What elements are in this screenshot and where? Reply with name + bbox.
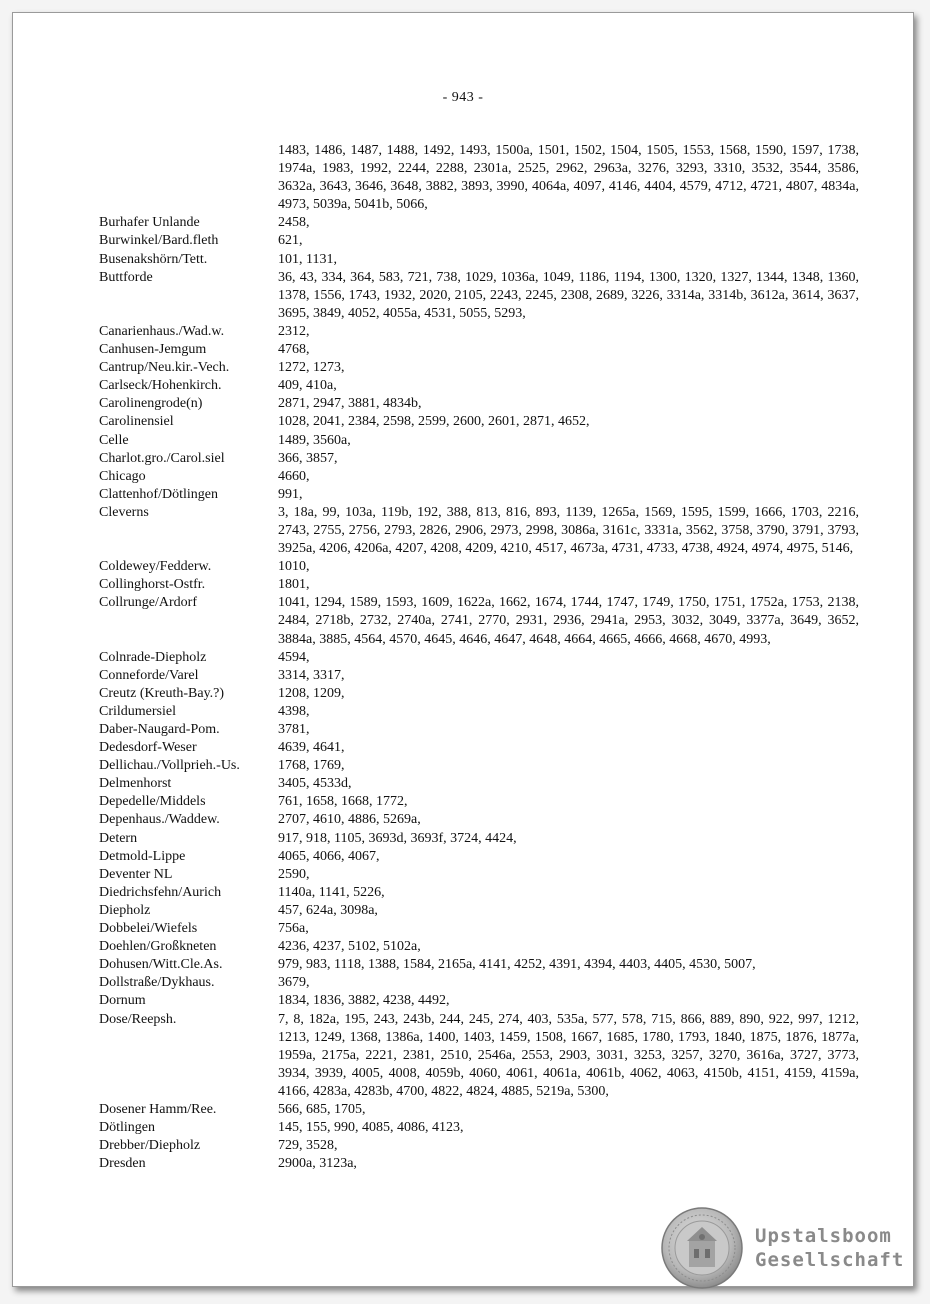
index-entry	[99, 830, 859, 848]
reference-numbers: 729, 3528,	[278, 1138, 338, 1154]
reference-numbers: 761, 1658, 1668, 1772,	[278, 794, 408, 810]
reference-numbers: 3, 18a, 99, 103a, 119b, 192, 388, 813, 816, 893, 1139, 1265a, 1569, 1595, 1599, 1666, 1703, 2216, 2743, 2755, 2756, 2793, 2826, 2906, 2973, 2998, 3086a, 3161c, 3331a, 3562, 3758, 3790, 3791, 3793, 3925a, 4206, 4206a, 4207, 4208, 4209, 4210, 4517, 4673a, 4731, 4733, 4738, 4924, 4974, 4975, 5146,	[278, 504, 859, 557]
place-name: Doehlen/Großkneten	[99, 939, 217, 955]
reference-numbers: 1489, 3560a,	[278, 432, 351, 448]
place-name: Dornum	[99, 993, 146, 1009]
place-name: Dellichau./Vollprieh.-Us.	[99, 758, 240, 774]
index-entry	[99, 359, 859, 377]
page-number: - 943 -	[442, 90, 484, 105]
place-name: Burhafer Unlande	[99, 215, 200, 231]
index-entry	[99, 486, 859, 504]
place-name: Creutz (Kreuth-Bay.?)	[99, 685, 225, 701]
reference-numbers: 4660,	[278, 468, 310, 484]
index-entry	[99, 721, 859, 739]
index-entry	[99, 1011, 859, 1101]
reference-numbers: 2458,	[278, 215, 310, 231]
reference-numbers: 1010,	[278, 559, 310, 575]
reference-numbers: 4639, 4641,	[278, 740, 345, 756]
reference-numbers: 4768,	[278, 342, 310, 358]
index-entry	[99, 793, 859, 811]
index-entry	[99, 468, 859, 486]
reference-numbers: 7, 8, 182a, 195, 243, 243b, 244, 245, 274, 403, 535a, 577, 578, 715, 866, 889, 890, 922, 997, 1212, 1213, 1249, 1368, 1386a, 1400, 1403, 1459, 1508, 1667, 1685, 1780, 1793, 1840, 1875, 1876, 1877a, 1959a, 2175a, 2221, 2381, 2510, 2546a, 2553, 2903, 3031, 3253, 3257, 3270, 3616a, 3727, 3773, 3934, 3939, 4005, 4008, 4059b, 4060, 4061, 4061a, 4061b, 4062, 4063, 4150b, 4151, 4159, 4159a, 4166, 4283a, 4283b, 4700, 4822, 4824, 4885, 5219a, 5300,	[278, 1011, 859, 1099]
reference-numbers: 457, 624a, 3098a,	[278, 902, 378, 918]
place-name: Diepholz	[99, 902, 151, 918]
index-entry	[99, 504, 859, 558]
place-name: Dose/Reepsh.	[99, 1011, 177, 1027]
index-entry	[99, 341, 859, 359]
place-name: Carolinengrode(n)	[99, 396, 203, 412]
place-name: Colnrade-Diepholz	[99, 649, 207, 665]
reference-numbers: 2590,	[278, 866, 310, 882]
index-entry	[99, 866, 859, 884]
society-name	[755, 1224, 904, 1272]
place-name: Conneforde/Varel	[99, 667, 199, 683]
reference-numbers: 3314, 3317,	[278, 667, 345, 683]
index-entry	[99, 450, 859, 468]
index-entry	[99, 938, 859, 956]
reference-numbers: 1801,	[278, 577, 310, 593]
place-name: Dobbelei/Wiefels	[99, 921, 198, 937]
reference-numbers: 2900a, 3123a,	[278, 1156, 357, 1172]
place-name: Dollstraße/Dykhaus.	[99, 975, 215, 991]
reference-numbers: 3781,	[278, 722, 310, 737]
place-name: Detern	[99, 830, 138, 846]
reference-numbers: 756a,	[278, 921, 309, 937]
place-name: Dosener Hamm/Ree.	[99, 1101, 217, 1117]
place-name: Buttforde	[99, 269, 153, 285]
index-entry	[99, 775, 859, 793]
reference-numbers: 979, 983, 1118, 1388, 1584, 2165a, 4141, 4252, 4391, 4394, 4403, 4405, 4530, 5007,	[278, 957, 756, 973]
index-entry	[99, 884, 859, 902]
index-entry	[99, 1137, 859, 1155]
place-name: Diedrichsfehn/Aurich	[99, 884, 222, 900]
index-entry	[99, 214, 859, 232]
index-entry	[99, 323, 859, 341]
place-name: Collinghorst-Ostfr.	[99, 577, 206, 593]
reference-numbers: 1483, 1486, 1487, 1488, 1492, 1493, 1500a, 1501, 1502, 1504, 1505, 1553, 1568, 1590, 1597, 1738, 1974a, 1983, 1992, 2244, 2288, 2301a, 2525, 2962, 2963a, 3276, 3293, 3310, 3532, 3544, 3586, 3632a, 3643, 3646, 3648, 3882, 3893, 3990, 4064a, 4097, 4146, 4404, 4579, 4712, 4721, 4807, 4834a, 4973, 5039a, 5041b, 5066,	[278, 143, 859, 213]
index-entry	[99, 558, 859, 576]
place-name: Collrunge/Ardorf	[99, 595, 197, 611]
index-entry	[99, 269, 859, 323]
place-name: Dresden	[99, 1156, 146, 1172]
reference-numbers: 2871, 2947, 3881, 4834b,	[278, 396, 422, 412]
index-entry	[99, 956, 859, 974]
place-name: Burwinkel/Bard.fleth	[99, 233, 219, 249]
reference-numbers: 1768, 1769,	[278, 758, 345, 774]
reference-numbers: 566, 685, 1705,	[278, 1101, 366, 1117]
index-entry	[99, 739, 859, 757]
index-entry	[99, 920, 859, 938]
place-name: Carlseck/Hohenkirch.	[99, 378, 222, 394]
index-entry	[99, 432, 859, 450]
place-name: Depedelle/Middels	[99, 794, 206, 810]
index-entry	[99, 1101, 859, 1119]
place-name: Cantrup/Neu.kir.-Vech.	[99, 360, 230, 376]
place-index	[99, 142, 859, 1173]
reference-numbers: 409, 410a,	[278, 378, 337, 394]
reference-numbers: 917, 918, 1105, 3693d, 3693f, 3724, 4424,	[278, 830, 517, 846]
place-name: Detmold-Lippe	[99, 848, 186, 864]
place-name: Canhusen-Jemgum	[99, 342, 207, 358]
reference-numbers: 4398,	[278, 703, 310, 719]
reference-numbers: 1834, 1836, 3882, 4238, 4492,	[278, 993, 450, 1009]
place-name	[99, 142, 278, 214]
index-entry	[99, 142, 859, 214]
place-name: Crildumersiel	[99, 703, 176, 719]
place-name: Cleverns	[99, 504, 149, 520]
place-name: Delmenhorst	[99, 776, 172, 792]
place-name: Charlot.gro./Carol.siel	[99, 450, 225, 466]
index-entry	[99, 685, 859, 703]
index-entry	[99, 974, 859, 992]
reference-numbers: 1041, 1294, 1589, 1593, 1609, 1622a, 1662, 1674, 1744, 1747, 1749, 1750, 1751, 1752a, 1753, 2138, 2484, 2718b, 2732, 2740a, 2741, 2770, 2931, 2936, 2941a, 2953, 3032, 3049, 3377a, 3649, 3652, 3884a, 3885, 4564, 4570, 4645, 4646, 4647, 4648, 4664, 4665, 4666, 4668, 4670, 4993,	[278, 595, 859, 647]
place-name: Dötlingen	[99, 1120, 155, 1136]
index-entry	[99, 902, 859, 920]
reference-numbers: 101, 1131,	[278, 251, 337, 267]
reference-numbers: 3405, 4533d,	[278, 776, 352, 792]
index-entry	[99, 395, 859, 413]
reference-numbers: 4065, 4066, 4067,	[278, 848, 380, 864]
reference-numbers: 2312,	[278, 323, 310, 339]
index-entry	[99, 576, 859, 594]
place-name: Dohusen/Witt.Cle.As.	[99, 957, 223, 973]
reference-numbers: 1208, 1209,	[278, 685, 345, 701]
reference-numbers: 1028, 2041, 2384, 2598, 2599, 2600, 2601, 2871, 4652,	[278, 414, 590, 430]
index-entry	[99, 992, 859, 1010]
index-entry	[99, 757, 859, 775]
society-watermark	[661, 1203, 921, 1293]
reference-numbers: 991,	[278, 486, 303, 502]
place-name: Carolinensiel	[99, 414, 174, 430]
reference-numbers: 1140a, 1141, 5226,	[278, 884, 385, 900]
place-name: Depenhaus./Waddew.	[99, 812, 220, 828]
index-entry	[99, 413, 859, 431]
society-name-line1: Upstalsboom	[755, 1225, 892, 1247]
place-name: Deventer NL	[99, 866, 173, 882]
place-name: Drebber/Diepholz	[99, 1138, 201, 1154]
index-entry	[99, 232, 859, 250]
place-name: Dedesdorf-Weser	[99, 740, 197, 756]
reference-numbers: 3679,	[278, 975, 310, 991]
upstalsboom-seal-icon	[661, 1207, 743, 1289]
place-name: Clattenhof/Dötlingen	[99, 486, 218, 502]
reference-numbers: 145, 155, 990, 4085, 4086, 4123,	[278, 1120, 464, 1136]
index-entry	[99, 848, 859, 866]
index-entry	[99, 1155, 859, 1173]
place-name: Daber-Naugard-Pom.	[99, 722, 220, 737]
place-name: Coldewey/Fedderw.	[99, 559, 212, 575]
society-name-line2: Gesellschaft	[755, 1249, 905, 1271]
reference-numbers: 36, 43, 334, 364, 583, 721, 738, 1029, 1036a, 1049, 1186, 1194, 1300, 1320, 1327, 1344, 1348, 1360, 1378, 1556, 1743, 1932, 2020, 2105, 2243, 2245, 2308, 2689, 3226, 3314a, 3314b, 3612a, 3614, 3637, 3695, 3849, 4052, 4055a, 4531, 5055, 5293,	[278, 269, 859, 321]
place-name: Chicago	[99, 468, 146, 484]
place-name: Canarienhaus./Wad.w.	[99, 323, 225, 339]
reference-numbers: 621,	[278, 233, 303, 249]
index-entry	[99, 1119, 859, 1137]
reference-numbers: 4236, 4237, 5102, 5102a,	[278, 939, 421, 955]
place-name: Busenakshörn/Tett.	[99, 251, 208, 267]
index-entry	[99, 811, 859, 829]
index-entry	[99, 649, 859, 667]
page-frame	[12, 12, 914, 1287]
reference-numbers: 1272, 1273,	[278, 360, 345, 376]
place-name: Celle	[99, 432, 129, 448]
reference-numbers: 366, 3857,	[278, 450, 338, 466]
index-entry	[99, 594, 859, 648]
reference-numbers: 4594,	[278, 649, 310, 665]
index-entry	[99, 251, 859, 269]
index-entry	[99, 703, 859, 721]
index-entry	[99, 667, 859, 685]
index-entry	[99, 377, 859, 395]
reference-numbers: 2707, 4610, 4886, 5269a,	[278, 812, 421, 828]
